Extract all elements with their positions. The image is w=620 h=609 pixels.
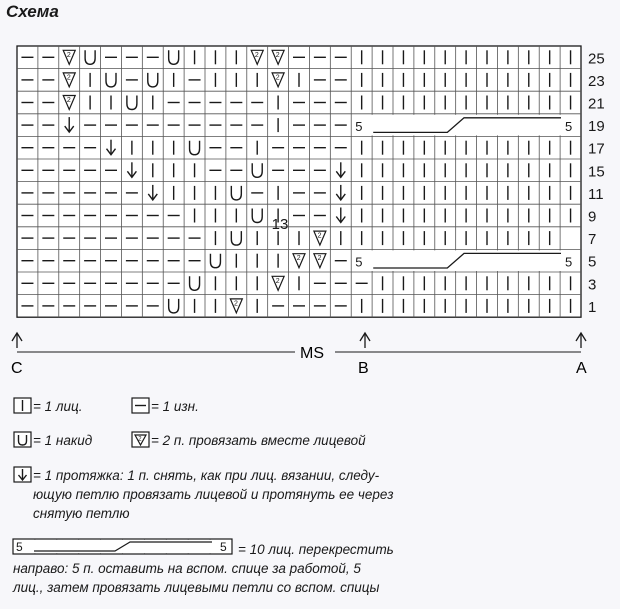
pullover-arrow-icon [13, 466, 33, 484]
svg-text:2: 2 [66, 74, 71, 82]
svg-text:2: 2 [275, 74, 280, 82]
row-number: 19 [588, 118, 605, 136]
row-number: 1 [588, 298, 597, 316]
cable-cross-icon [12, 537, 234, 557]
chart-title: Схема [6, 2, 59, 21]
row-number: 21 [588, 95, 605, 113]
row-13-label: 13 [271, 215, 289, 233]
legend-cross-line3: лиц., затем провязать лицевыми петли со вспом. спицы [13, 580, 380, 595]
row-number: 11 [588, 185, 604, 203]
row-number: 23 [588, 72, 605, 90]
svg-text:2: 2 [317, 255, 322, 263]
row-number: 9 [588, 208, 597, 226]
row-number: 25 [588, 50, 605, 68]
svg-text:2: 2 [234, 300, 238, 308]
row-number: 5 [588, 253, 597, 271]
bottom-arrows [12, 333, 586, 352]
row-number: 15 [588, 163, 605, 181]
yarn-over-icon [13, 431, 33, 449]
legend-cross-line1: = 10 лиц. перекрестить [238, 542, 394, 557]
legend-yarn-over: = 1 накид [33, 433, 93, 448]
svg-text:2: 2 [66, 97, 71, 104]
label-b: B [358, 360, 369, 377]
purl-symbol-icon [131, 397, 151, 415]
legend-k2tog: = 2 п. провязать вместе лицевой [151, 433, 366, 448]
cable-left-label: 5 [355, 118, 363, 134]
svg-text:5: 5 [220, 540, 227, 554]
svg-text:2: 2 [254, 51, 259, 59]
svg-text:2: 2 [275, 277, 280, 285]
row-numbers [588, 50, 605, 316]
cable-right-label: 5 [565, 118, 573, 134]
legend-pullover-line1: = 1 протяжка: 1 п. снять, как при лиц. вязании, следу- [33, 468, 380, 483]
svg-text:2: 2 [138, 436, 142, 443]
label-ms: MS [300, 345, 324, 362]
cable-left-label: 5 [355, 254, 363, 270]
svg-text:2: 2 [66, 51, 71, 59]
label-a: A [576, 360, 587, 377]
knit-two-together-icon [131, 431, 151, 449]
svg-text:2: 2 [317, 232, 322, 240]
legend-purl: = 1 изн. [151, 399, 199, 414]
cable-right-label: 5 [565, 254, 573, 270]
legend-knit: = 1 лиц. [33, 399, 83, 414]
svg-text:2: 2 [296, 255, 301, 263]
legend-pullover-line3: снятую петлю [33, 506, 130, 521]
legend-cross-line2: направо: 5 п. оставить на вспом. спице за работой, 5 [13, 561, 361, 576]
row-number: 7 [588, 231, 597, 249]
svg-text:2: 2 [275, 51, 280, 59]
legend-pullover-line2: ющую петлю провязать лицевой и протянуть ее через [33, 487, 394, 502]
knit-symbol-icon [13, 397, 33, 415]
svg-text:5: 5 [16, 540, 23, 554]
row-number: 3 [588, 276, 597, 294]
label-c: C [11, 360, 23, 377]
row-number: 17 [588, 140, 605, 158]
